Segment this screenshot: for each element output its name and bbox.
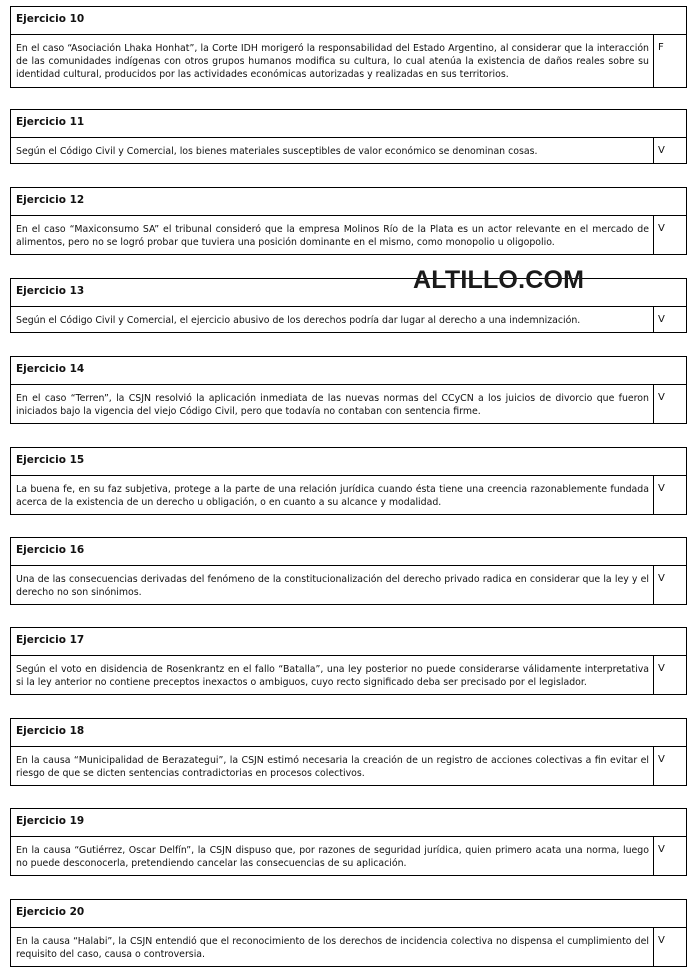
exercise-title: Ejercicio 12 — [11, 188, 686, 216]
exercise-statement: En el caso “Maxiconsumo SA” el tribunal consideró que la empresa Molinos Río de la Plata es un actor relevante en el mercado de alimentos, pero no se logró probar que tuviera una posición dominante en el mismo, como monopolio u oligopolio. — [16, 224, 649, 248]
exercise-answer: V — [653, 566, 686, 604]
exercise-block — [10, 537, 687, 605]
exercise-statement: En la causa “Halabi”, la CSJN entendió que el reconocimiento de los derechos de incidencia colectiva no dispensa el cumplimiento del requisito del caso, causa o controversia. — [16, 936, 649, 960]
exercise-title: Ejercicio 10 — [11, 7, 686, 35]
exercise-statement: Según el Código Civil y Comercial, los bienes materiales susceptibles de valor económico se denominan cosas. — [16, 146, 538, 157]
exercise-answer: V — [653, 216, 686, 254]
exercise-title: Ejercicio 19 — [11, 809, 686, 837]
exercise-block — [10, 6, 687, 88]
exercise-title: Ejercicio 15 — [11, 448, 686, 476]
exercise-answer: V — [653, 656, 686, 694]
exercise-title: Ejercicio 20 — [11, 900, 686, 928]
exercise-answer: F — [653, 35, 686, 87]
exercise-statement: Según el Código Civil y Comercial, el ejercicio abusivo de los derechos podría dar lugar al derecho a una indemnización. — [16, 315, 581, 326]
exercise-block — [10, 356, 687, 424]
exercise-answer: V — [653, 138, 686, 163]
exercise-statement: En el caso “Asociación Lhaka Honhat”, la Corte IDH morigeró la responsabilidad del Estado Argentino, al considerar que la interacción de las comunidades indígenas con otros grupos humanos modifica su cultura, lo cual atenúa la existencia de daños reales sobre su identidad cultural, producidos por las actividades económicas autorizadas y realizadas en sus territorios. — [16, 43, 649, 80]
site-watermark: ALTILLO.COM — [413, 266, 585, 294]
exercise-statement: En la causa “Gutiérrez, Oscar Delfín”, la CSJN dispuso que, por razones de seguridad jurídica, quien primero acata una norma, luego no puede desconocerla, pretendiendo cancelar las consecuencias de su aplicación. — [16, 845, 649, 869]
exercise-block — [10, 718, 687, 786]
exercise-statement: La buena fe, en su faz subjetiva, protege a la parte de una relación jurídica cuando ésta tiene una creencia razonablemente fundada acerca de la existencia de un derecho u obligación, o en cuanto a su alcance y modalidad. — [16, 484, 649, 508]
exercise-answer: V — [653, 385, 686, 423]
exercise-title: Ejercicio 18 — [11, 719, 686, 747]
exercise-statement: En la causa “Municipalidad de Berazategui”, la CSJN estimó necesaria la creación de un registro de acciones colectivas a fin evitar el riesgo de que se dicten sentencias contradictorias en procesos colectivos. — [16, 755, 649, 779]
exercise-statement: Según el voto en disidencia de Rosenkrantz en el fallo “Batalla”, una ley posterior no puede considerarse válidamente interpretativa si la ley anterior no contiene preceptos inexactos o ambiguos, cuyo recto significado deba ser precisado por el legislador. — [16, 664, 649, 688]
exercise-title: Ejercicio 17 — [11, 628, 686, 656]
exercise-statement: En el caso “Terren”, la CSJN resolvió la aplicación inmediata de las nuevas normas del CCyCN a los juicios de divorcio que fueron iniciados bajo la vigencia del viejo Código Civil, pero que todavía no contaban con sentencia firme. — [16, 393, 649, 417]
exercise-answer: V — [653, 476, 686, 514]
exercise-block — [10, 808, 687, 876]
exercise-block — [10, 278, 687, 333]
exercise-title: Ejercicio 13 — [11, 279, 686, 307]
exercise-statement: Una de las consecuencias derivadas del fenómeno de la constitucionalización del derecho privado radica en considerar que la ley y el derecho no son sinónimos. — [16, 574, 649, 598]
exercise-answer: V — [653, 837, 686, 875]
exercise-block — [10, 899, 687, 967]
exercise-title: Ejercicio 11 — [11, 110, 686, 138]
exercise-block — [10, 109, 687, 164]
exercise-answer: V — [653, 747, 686, 785]
exercise-answer: V — [653, 928, 686, 966]
exercise-block — [10, 447, 687, 515]
exercise-title: Ejercicio 14 — [11, 357, 686, 385]
exercise-block — [10, 187, 687, 255]
exercise-title: Ejercicio 16 — [11, 538, 686, 566]
exercise-answer: V — [653, 307, 686, 332]
exercise-block — [10, 627, 687, 695]
